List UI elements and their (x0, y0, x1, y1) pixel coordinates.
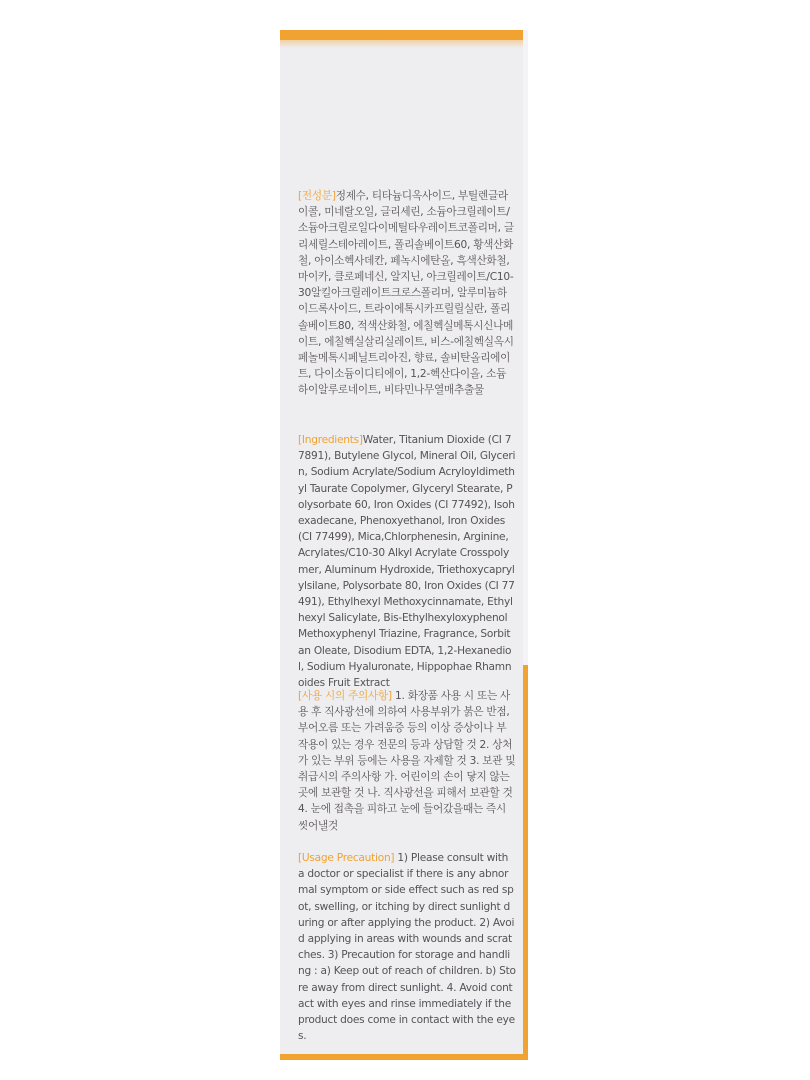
precaution-korean-heading: [사용 시의 주의사항] (298, 690, 392, 702)
precaution-korean-text: 1. 화장품 사용 시 또는 사용 후 직사광선에 의하여 사용부위가 붉은 반점, 부어오름 또는 가려움증 등의 이상 증상이나 부작용이 있는 경우 전문의 등과 상담할 것 2. 상처가 있는 부위 등에는 사용을 자제할 것 3. 보관 및 취급시의 주의사항 가. 어린이의 손이 닿지 않는 곳에 보관할 것 나. 직사광선을 피해서 보관할 것 4. 눈에 접촉을 피하고 눈에 들어갔을때는 즉시 씻어낼것 (298, 690, 516, 832)
box-edge-accent (523, 665, 528, 1060)
precaution-english-text: 1) Please consult with a doctor or specialist if there is any abnormal symptom or side effect such as red spot, swelling, or itching by direct sunlight during or after applying the product. 2) Avoid applying in areas with wounds and scratches. 3) Precaution for storage and handling : a) Keep out of reach of children. b) Store away from direct sunlight. 4. Avoid contact with eyes and rinse immediately if the product does come in contact with the eyes. (298, 852, 516, 1043)
ingredients-english-text: Water, Titanium Dioxide (CI 77891), Butylene Glycol, Mineral Oil, Glycerin, Sodium Acrylate/Sodium Acryloyldimethyl Taurate Copolymer, Glyceryl Stearate, Polysorbate 60, Iron Oxides (CI 77492), Isohexadecane, Phenoxyethanol, Iron Oxides (CI 77499), Mica,Chlorphenesin, Arginine, Acrylates/C10-30 Alkyl Acrylate Crosspolymer, Aluminum Hydroxide, Triethoxycaprylylsilane, Polysorbate 80, Iron Oxides (CI 77491), Ethylhexyl Methoxycinnamate, Ethylhexyl Salicylate, Bis-Ethylhexyloxyphenol Methoxyphenyl Triazine, Fragrance, Sorbitan Oleate, Disodium EDTA, 1,2-Hexanediol, Sodium Hyaluronate, Hippophae Rhamnoides Fruit Extract (298, 434, 516, 690)
precaution-korean (298, 688, 516, 834)
ingredients-korean (298, 188, 516, 399)
ingredients-korean-heading: [전성분] (298, 190, 336, 202)
box-top-flap (280, 40, 523, 48)
ingredients-korean-text: 정제수, 티타늄디옥사이드, 부틸렌글라이콜, 미네랄오일, 글리세린, 소듐아크릴레이트/소듐아크릴로일다이메틸타우레이트코폴리머, 글리세릴스테아레이트, 폴리솔베이트60, 황색산화철, 아이소헥사데칸, 페녹시에탄올, 흑색산화철, 마이카, 클로페네신, 알지닌, 아크릴레이트/C10-30알킬아크릴레이트크로스폴리머, 알루미늄하이드록사이드, 트라이에톡시카프릴릴실란, 폴리솔베이트80, 적색산화철, 에칠헥실메톡시신나메이트, 에칠헥실살리실레이트, 비스-에칠헥실옥시페놀메톡시페닐트리아진, 향료, 솔비탄올리에이트, 다이소듐이디티에이, 1,2-헥산다이올, 소듐하이알루로네이트, 비타민나무열매추출물 (298, 190, 514, 397)
box-edge-light (523, 30, 528, 665)
ingredients-english-heading: [Ingredients] (298, 434, 363, 446)
precaution-english-heading: [Usage Precaution] (298, 852, 395, 864)
precaution-english (298, 850, 516, 1044)
ingredients-english (298, 432, 516, 691)
